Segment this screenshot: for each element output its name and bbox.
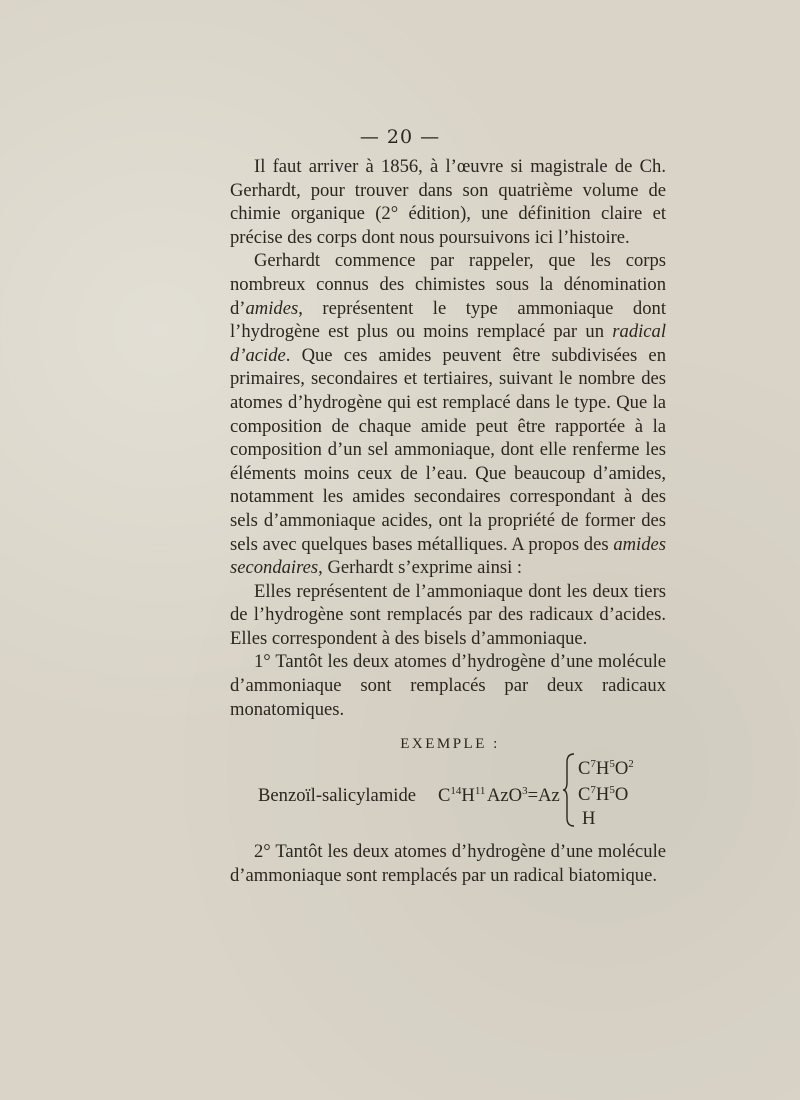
chemical-formula bbox=[258, 752, 678, 832]
italic-term-radical: radical d’acide bbox=[230, 321, 666, 366]
formula-index: 14 bbox=[450, 785, 462, 797]
body-text bbox=[230, 155, 666, 721]
text-run: , représentent le type ammoniaque dont l’hydrogène est plus ou moins remplacé par un bbox=[230, 297, 666, 343]
text-run: Il faut arriver à 1856, à l’œuvre si magistrale de Ch. Gerhardt, pour trouver dans son quatrième volume de chimie organique (2° édition), une définition claire et précise des corps dont nous poursuivons ici l’histoire. bbox=[230, 156, 666, 248]
formula-symbol: C bbox=[438, 785, 451, 806]
radical-1 bbox=[578, 758, 634, 780]
formula-equals: =Az bbox=[527, 785, 560, 806]
compound-name: Benzoïl-salicylamide bbox=[258, 785, 416, 806]
italic-term-secondary: amides secondaires bbox=[230, 533, 666, 579]
text-run: . Que ces amides peuvent être subdivisées en primaires, secondaires et tertiaires, suivant le nombre des atomes d’hydrogène qui est remplacé dans le type. Que la composition de chaque amide peut être rapportée à la composition d’un sel ammoniaque, dont elle renferme les éléments moins ceux de l’eau. Que beaucoup d’amides, notamment les amides secondaires correspondant à des sels d’ammoniaque acides, ont la propriété de former des sels avec quelques bases métalliques. A propos des bbox=[230, 344, 666, 555]
paragraph-4 bbox=[230, 650, 666, 721]
formula-symbol: H bbox=[595, 784, 610, 805]
formula-index: 3 bbox=[522, 785, 528, 797]
formula-index: 5 bbox=[609, 784, 615, 796]
formula-index: 7 bbox=[590, 758, 596, 770]
formula-left bbox=[438, 785, 560, 807]
brace-icon bbox=[563, 752, 575, 828]
formula-symbol: H bbox=[461, 785, 475, 806]
text-run: Elles représentent de l’ammoniaque dont les deux tiers de l’hydrogène sont remplacés par des radicaux d’acides. Elles correspondent à des bisels d’ammoniaque. bbox=[230, 580, 666, 649]
paragraph-3 bbox=[230, 580, 666, 651]
page-number: — 20 — bbox=[359, 126, 441, 148]
closing-text bbox=[230, 840, 666, 887]
radical-3 bbox=[582, 808, 595, 830]
text-run: Gerhardt commence par rappeler, que les corps nombreux connus des chimistes sous la dénomination d’ bbox=[230, 250, 666, 319]
paragraph-5: 2° Tantôt les deux atomes d’hydrogène d’une molécule d’ammoniaque sont remplacés par un radical biatomique. bbox=[230, 841, 666, 886]
formula-index: 11 bbox=[474, 785, 486, 797]
paragraph-1 bbox=[230, 155, 666, 249]
radical-2 bbox=[578, 784, 628, 806]
formula-symbol: C bbox=[578, 784, 591, 805]
formula-symbol: AzO bbox=[487, 785, 523, 806]
formula-symbol: H bbox=[595, 758, 610, 779]
example-label: EXEMPLE : bbox=[400, 736, 500, 752]
formula-symbol: O bbox=[614, 784, 629, 805]
text-run: , Gerhardt s’exprime ainsi : bbox=[318, 557, 523, 579]
formula-symbol: H bbox=[582, 808, 596, 829]
formula-symbol: O bbox=[614, 758, 629, 779]
formula-index: 5 bbox=[609, 758, 615, 770]
italic-term-amides: amides bbox=[245, 297, 299, 319]
text-run: 1° Tantôt les deux atomes d’hydrogène d’une molécule d’ammoniaque sont remplacés par deux radicaux monatomiques. bbox=[230, 651, 666, 720]
formula-index: 2 bbox=[628, 758, 634, 770]
formula-index: 7 bbox=[590, 784, 596, 796]
paragraph-2 bbox=[230, 249, 666, 579]
formula-symbol: C bbox=[578, 758, 591, 779]
